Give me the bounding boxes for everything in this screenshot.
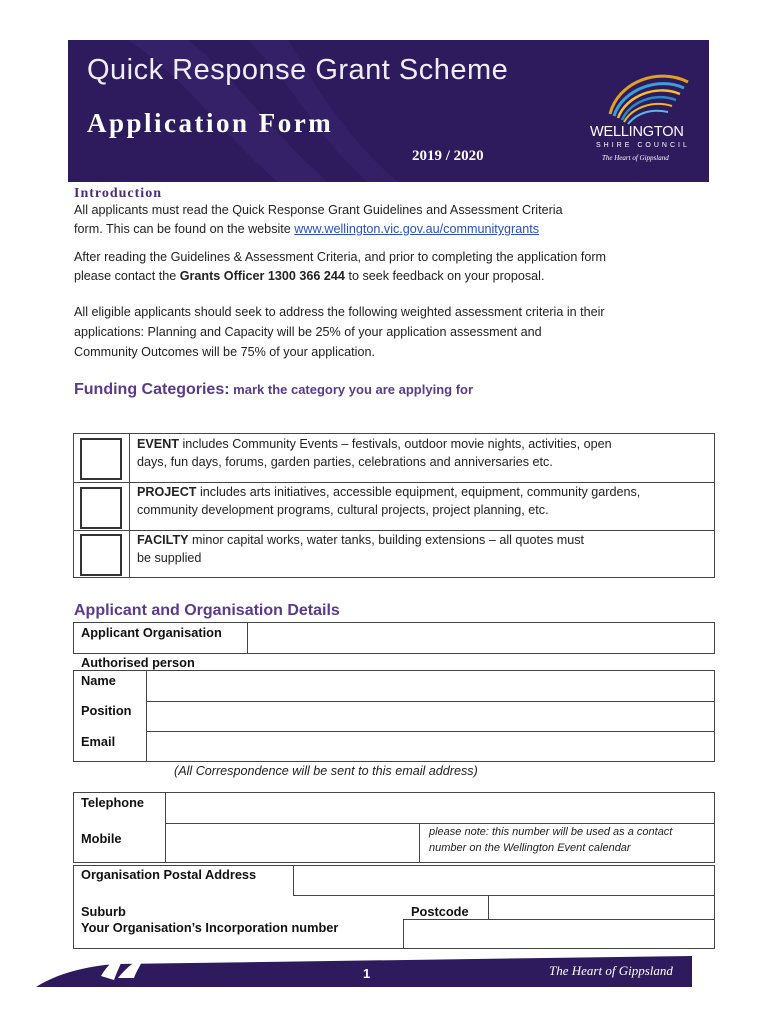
form-title: Quick Response Grant Scheme: [87, 54, 509, 86]
position-input[interactable]: [146, 701, 715, 732]
suburb-label: Suburb: [81, 904, 126, 919]
footer-tagline: The Heart of Gippsland: [549, 963, 673, 978]
mobile-note: please note: this number will be used as a contact number on the Wellington Event calendar: [429, 826, 673, 854]
intro-heading: Introduction: [74, 186, 162, 201]
authorised-label: Authorised person: [81, 655, 195, 670]
organisation-label: Applicant Organisation: [81, 625, 222, 640]
postcode-input[interactable]: [488, 895, 715, 920]
postal-address-input[interactable]: [293, 865, 715, 896]
mobile-label: Mobile: [81, 831, 122, 846]
project-checkbox[interactable]: [80, 487, 122, 529]
form-year: 2019 / 2020: [412, 148, 484, 164]
email-label: Email: [81, 734, 116, 749]
intro-paragraph-3: All eligible applicants should seek to address the following weighted assessment criteria in their applications: Planning and Capacity will be 25% of your application assessment and Community Outcomes will be 75% of your application.: [74, 305, 605, 359]
form-subtitle: Application Form: [87, 108, 334, 138]
telephone-label: Telephone: [81, 795, 145, 810]
logo-council: SHIRE COUNCIL: [596, 142, 690, 149]
mobile-input[interactable]: [165, 823, 420, 863]
position-label: Position: [81, 703, 132, 718]
incorporation-label: Your Organisation’s Incorporation number: [81, 920, 339, 935]
postal-address-label: Organisation Postal Address: [81, 867, 257, 882]
funding-heading: Funding Categories: mark the category you are applying for: [74, 381, 474, 398]
page-number: 1: [363, 966, 371, 981]
website-link[interactable]: www.wellington.vic.gov.au/communitygrants: [294, 222, 540, 236]
category-facility: FACILTY minor capital works, water tanks, building extensions – all quotes must be supplied: [137, 533, 585, 565]
wellington-logo-icon: [588, 62, 708, 182]
logo-tagline: The Heart of Gippsland: [602, 154, 669, 162]
organisation-input[interactable]: [247, 622, 715, 654]
logo-wordmark: WELLINGTON: [590, 124, 684, 140]
facility-checkbox[interactable]: [80, 534, 122, 576]
correspondence-note: (All Correspondence will be sent to this email address): [174, 764, 478, 778]
category-event: EVENT includes Community Events – festivals, outdoor movie nights, activities, open days, fun days, forums, garden parties, celebrations and anniversaries etc.: [137, 437, 612, 469]
telephone-input[interactable]: [165, 792, 715, 824]
category-project: PROJECT includes arts initiatives, accessible equipment, equipment, community gardens, community development programs, cultural projects, project planning, etc.: [137, 485, 641, 517]
name-label: Name: [81, 673, 116, 688]
intro-paragraph-2: After reading the Guidelines & Assessment Criteria, and prior to completing the application form please contact the Grants Officer 1300 366 244 to seek feedback on your proposal.: [74, 250, 607, 283]
grants-officer-contact: Grants Officer 1300 366 244: [179, 269, 345, 283]
event-checkbox[interactable]: [80, 438, 122, 480]
email-input[interactable]: [146, 731, 715, 762]
applicant-heading: Applicant and Organisation Details: [74, 602, 340, 619]
name-input[interactable]: [146, 670, 715, 702]
incorporation-input[interactable]: [403, 919, 715, 949]
intro-paragraph-1: All applicants must read the Quick Response Grant Guidelines and Assessment Criteria form. This can be found on the website www.wellington.vic.gov.au/communitygrants: [74, 203, 563, 236]
funding-categories-table: [73, 433, 715, 578]
header-banner: [68, 40, 709, 182]
postcode-label: Postcode: [411, 904, 469, 919]
